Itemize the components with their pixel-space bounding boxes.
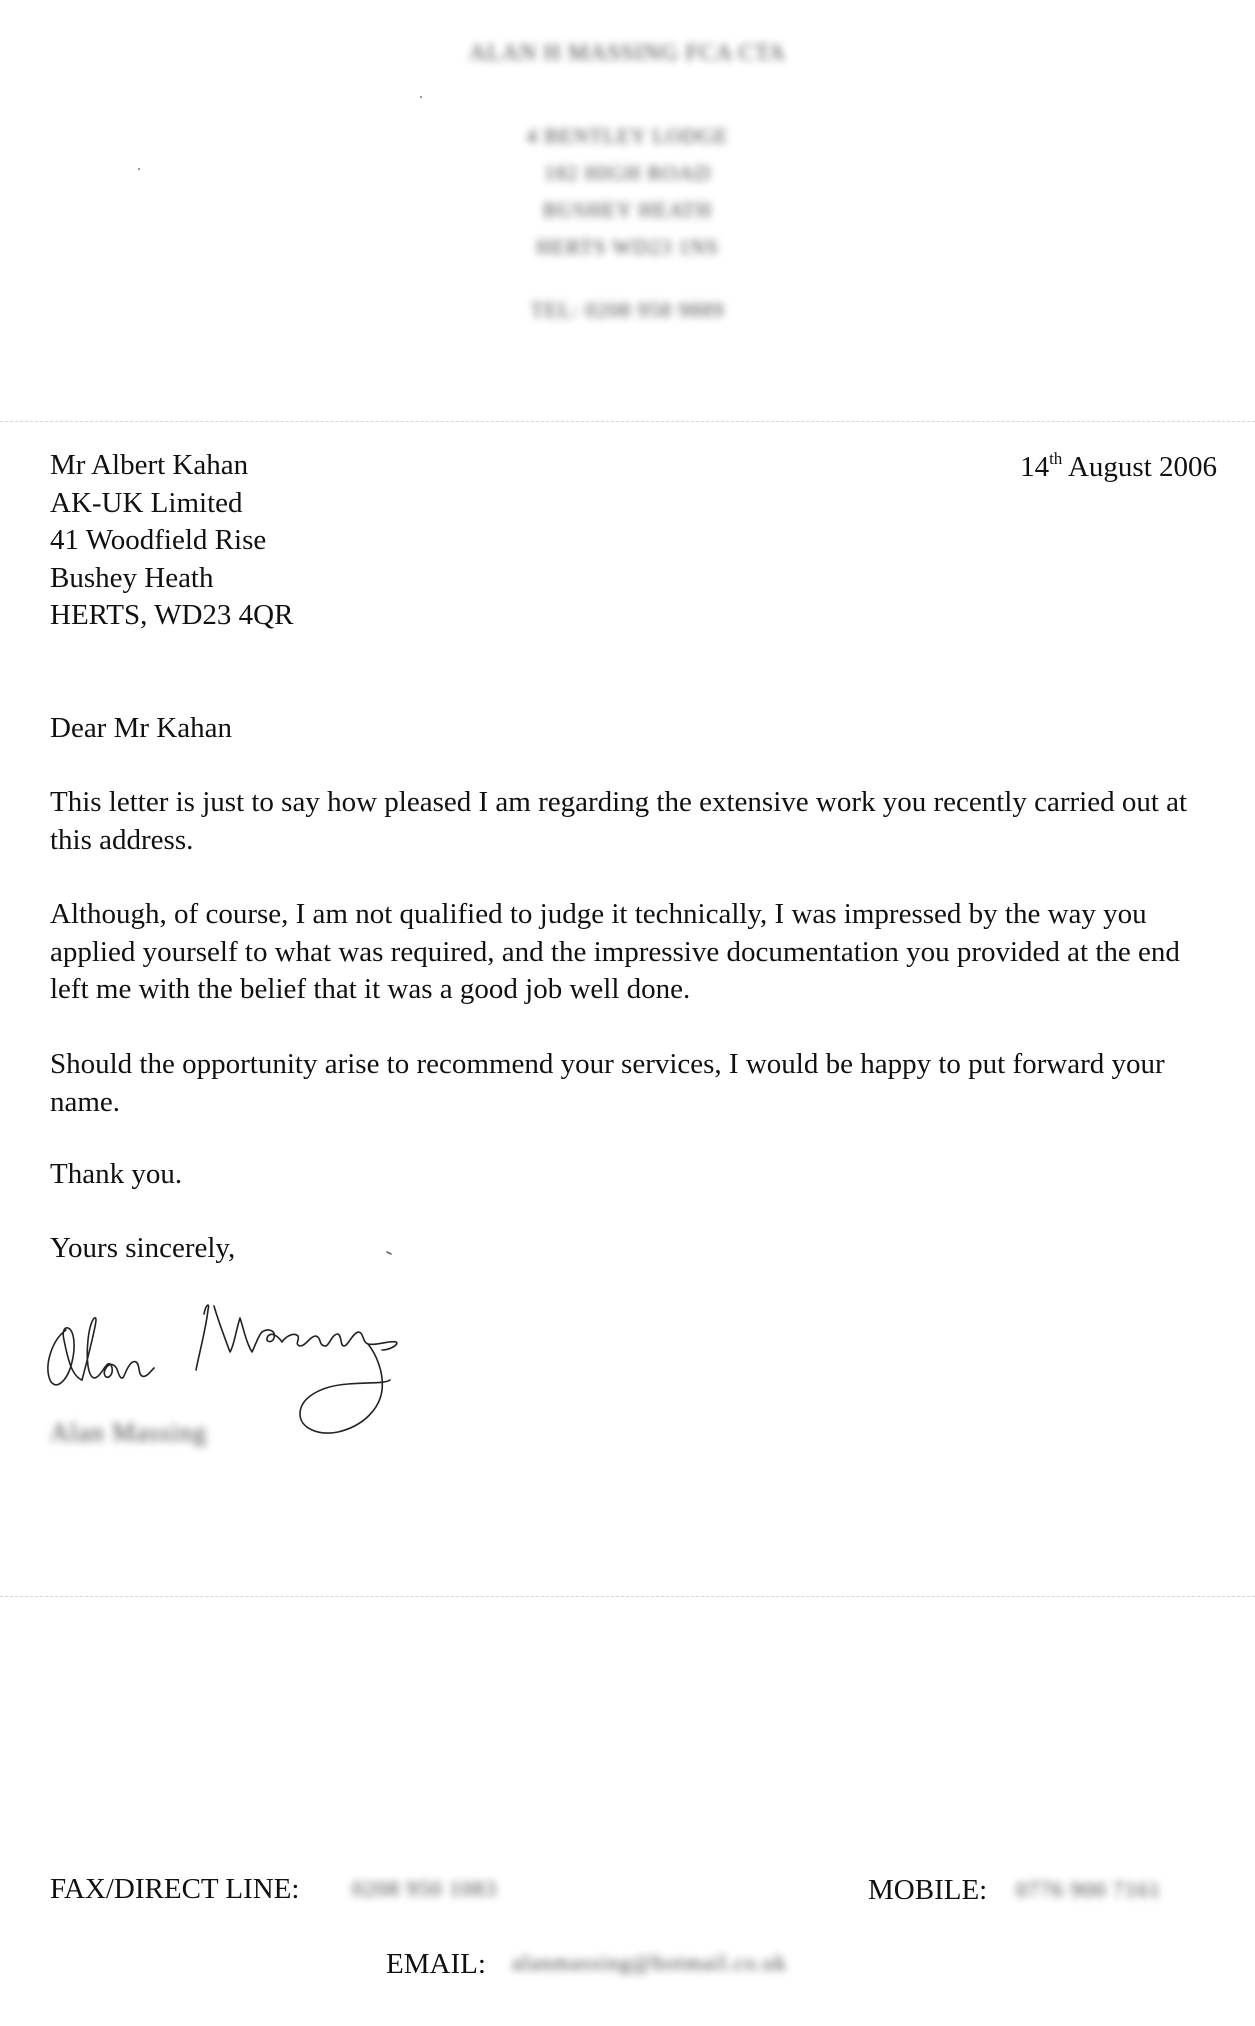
letterhead-address-line: 182 HIGH ROAD	[544, 161, 711, 185]
recipient-line: HERTS, WD23 4QR	[50, 599, 294, 631]
letterhead-address-line: HERTS WD23 1NS	[536, 235, 719, 259]
date-ordinal: th	[1049, 449, 1063, 468]
email-value: alanmassing@hotmail.co.uk	[512, 1950, 787, 1975]
recipient-line: Bushey Heath	[50, 561, 214, 594]
body-paragraph-1: This letter is just to say how pleased I am regarding the extensive work you recently carried out at this address.	[50, 786, 1188, 856]
letter-date	[1020, 449, 1217, 487]
closing-line: Yours sincerely,	[50, 1232, 236, 1264]
letterhead-address-line: 4 BENTLEY LODGE	[526, 124, 729, 148]
paper-speck	[138, 168, 140, 170]
mobile-value: 0776 900 7161	[1016, 1877, 1161, 1902]
date-month-year: August 2006	[1062, 451, 1217, 483]
date-day: 14	[1020, 451, 1050, 483]
recipient-line: Mr Albert Kahan	[50, 449, 249, 481]
body-paragraph-2: Although, of course, I am not qualified to judge it technically, I was impressed by the way you applied yourself to what was required, and the impressive documentation you provided at the end left me with the belief that it was a good job well done.	[50, 898, 1180, 1005]
letterhead-address	[0, 118, 1255, 266]
salutation: Dear Mr Kahan	[50, 712, 232, 744]
letterhead-name: ALAN H MASSING FCA CTA	[469, 40, 786, 65]
email-label: EMAIL:	[386, 1948, 486, 1980]
mobile-label: MOBILE:	[868, 1874, 988, 1906]
letterhead-divider	[0, 421, 1255, 422]
fax-value: 0208 950 1083	[352, 1876, 497, 1901]
recipient-line: 41 Woodfield Rise	[50, 524, 267, 556]
paper-speck	[420, 96, 422, 98]
handwritten-signature	[38, 1280, 498, 1480]
letterhead-address-line: BUSHEY HEATH	[542, 198, 713, 222]
letterhead-tel: TEL: 0208 958 9889	[530, 298, 725, 322]
recipient-address	[50, 447, 293, 635]
paper-speck	[386, 1251, 392, 1255]
thanks-line: Thank you.	[50, 1158, 183, 1190]
recipient-line: AK-UK Limited	[50, 486, 243, 519]
typed-signatory-name: Alan Massing	[50, 1418, 208, 1447]
footer-divider	[0, 1596, 1255, 1597]
body-paragraph-3: Should the opportunity arise to recommend your services, I would be happy to put forward your name.	[50, 1048, 1165, 1118]
fax-label: FAX/DIRECT LINE:	[50, 1873, 300, 1905]
